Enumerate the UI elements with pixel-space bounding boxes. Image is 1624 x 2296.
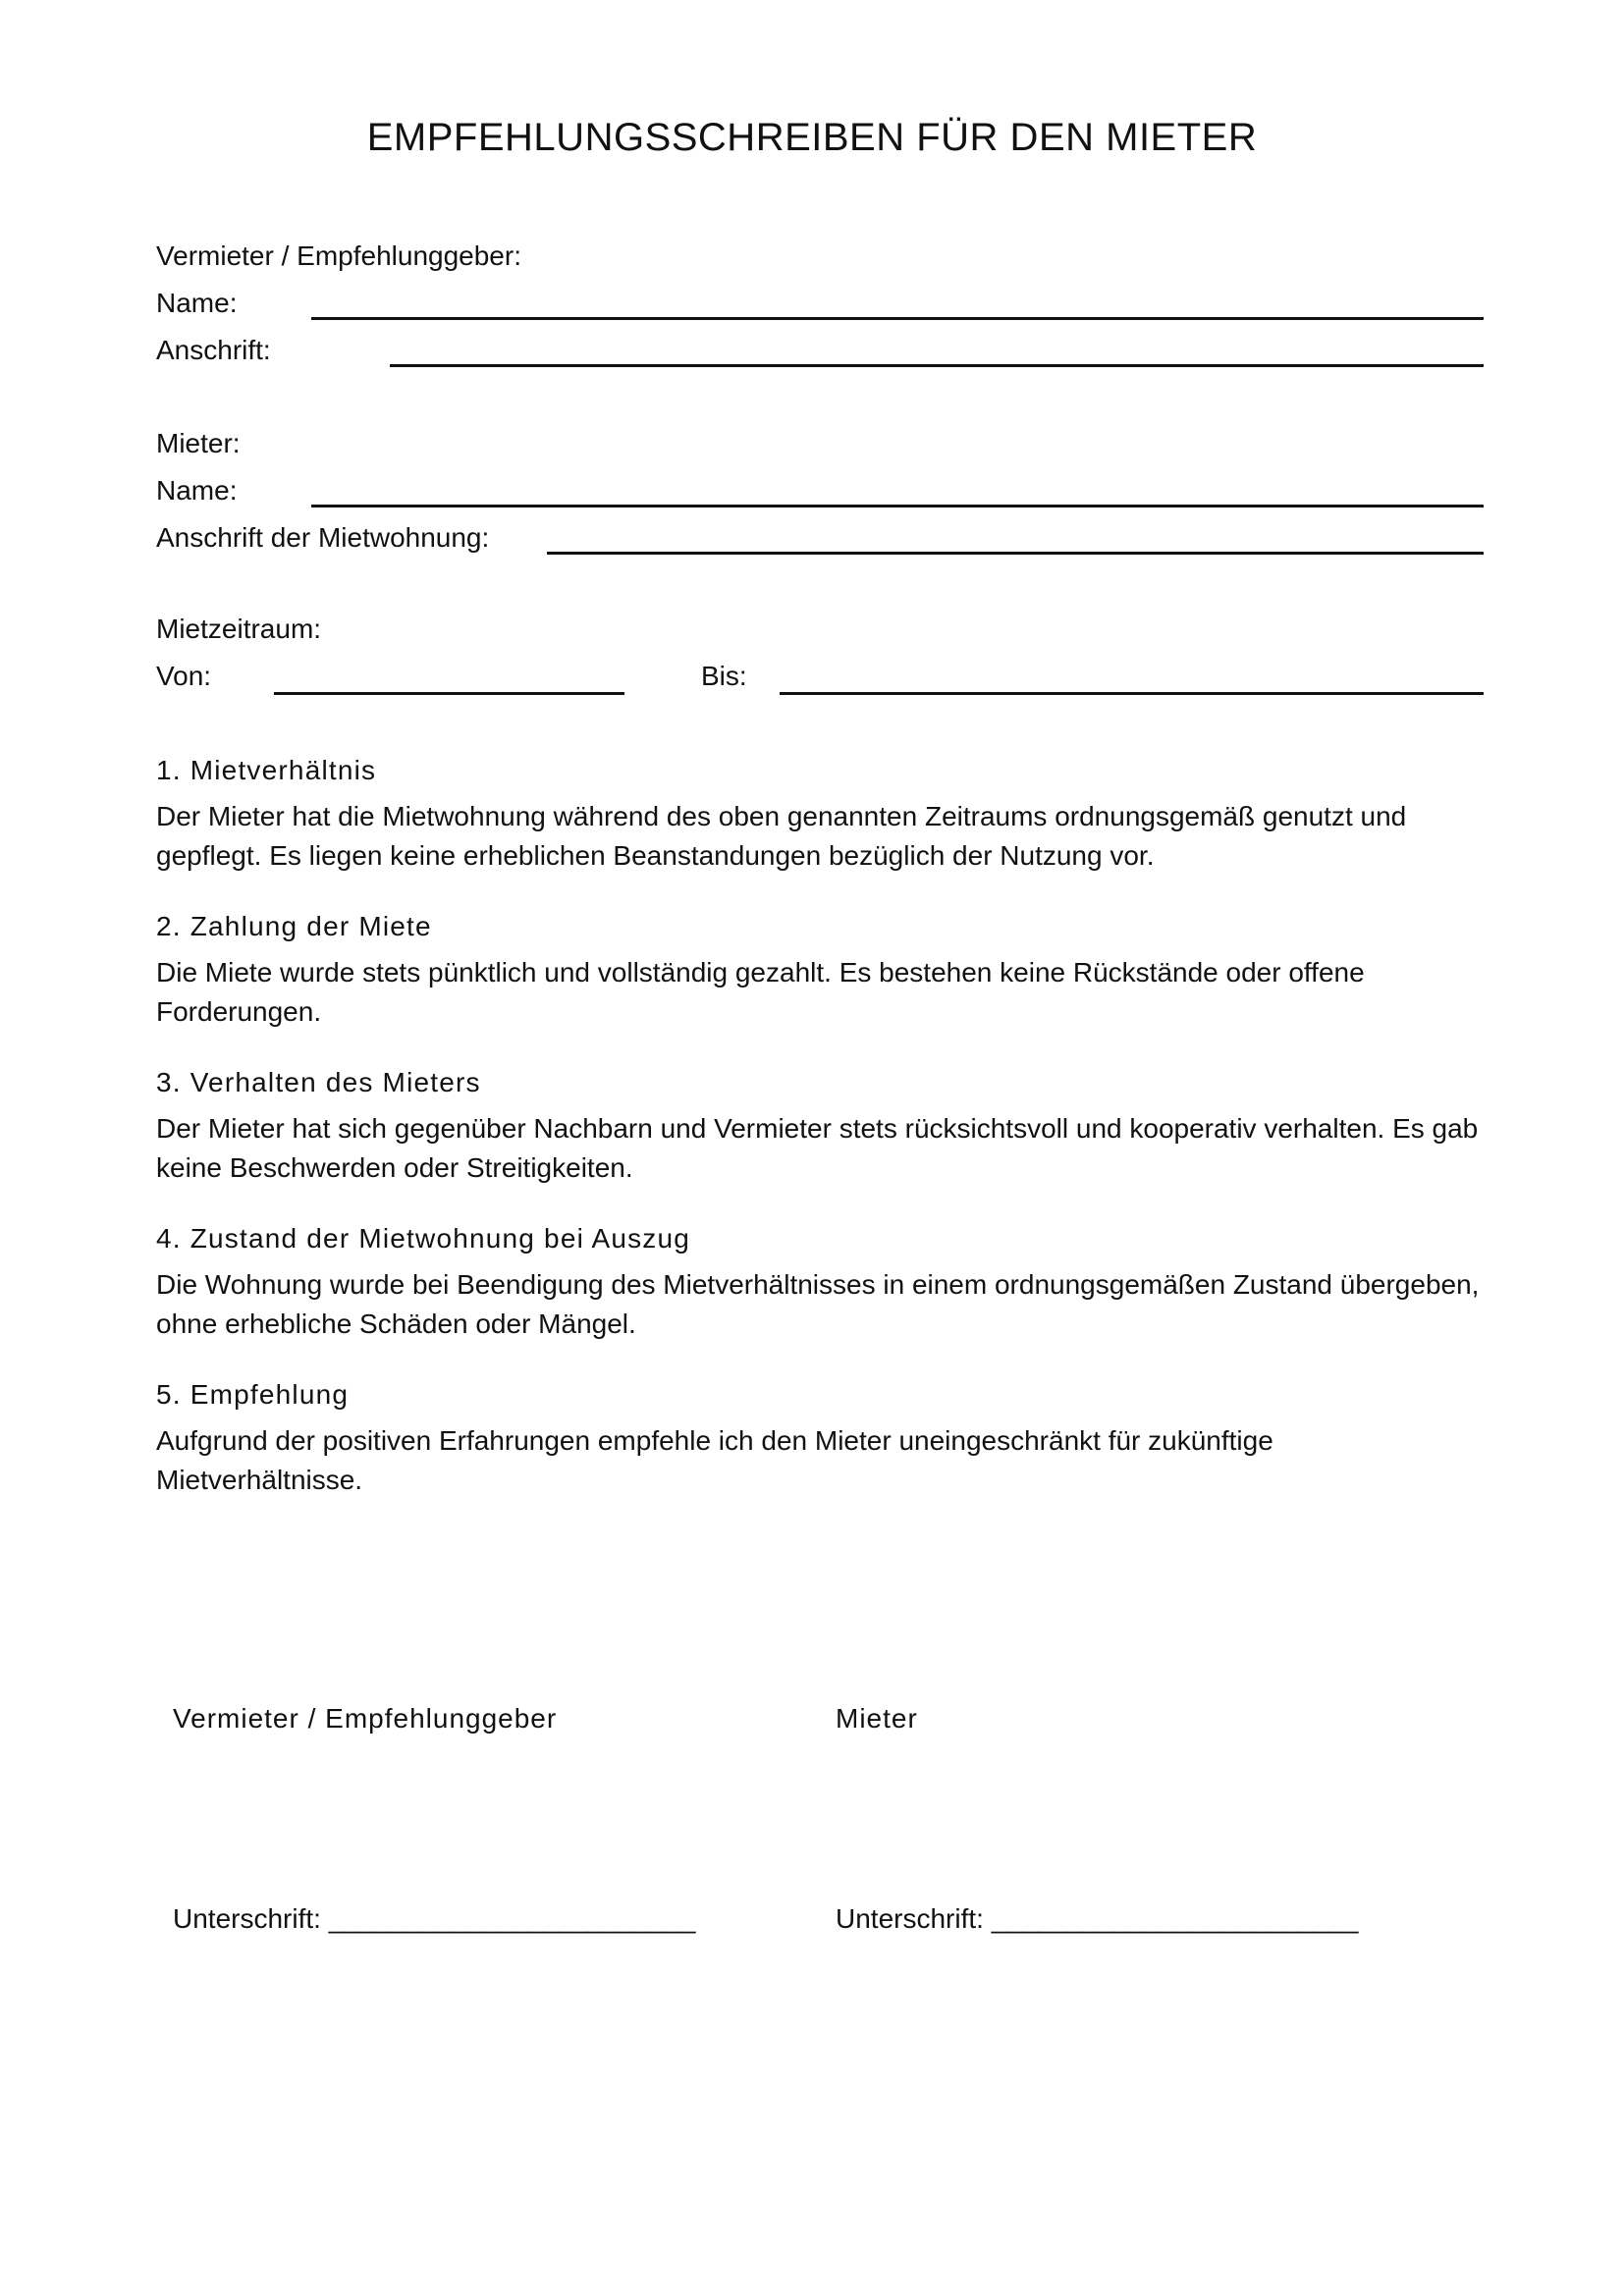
section-1-text: Der Mieter hat die Mietwohnung während des oben genannten Zeitraums ordnungsgemäß genutzt und gepflegt. Es liegen keine erheblichen Beanstandungen bezüglich der Nutzung vor. — [156, 801, 1407, 871]
landlord-signature-label: Vermieter / Empfehlunggeber — [173, 1703, 558, 1734]
period-from-label: Von: — [156, 661, 212, 691]
tenant-address-field[interactable] — [547, 552, 1484, 555]
landlord-heading: Vermieter / Empfehlunggeber: — [156, 240, 521, 271]
section-3-heading: 3. Verhalten des Mieters — [156, 1067, 481, 1097]
period-to-label: Bis: — [701, 661, 747, 691]
landlord-name-label: Name: — [156, 288, 238, 318]
landlord-address-field[interactable] — [390, 364, 1484, 367]
period-to-field[interactable] — [780, 692, 1484, 695]
section-4-text: Die Wohnung wurde bei Beendigung des Mietverhältnisses in einem ordnungsgemäßen Zustand übergeben, ohne erhebliche Schäden oder Mängel. — [156, 1269, 1480, 1339]
section-3-text: Der Mieter hat sich gegenüber Nachbarn und Vermieter stets rücksichtsvoll und kooperativ verhalten. Es gab keine Beschwerden oder Streitigkeiten. — [156, 1113, 1479, 1183]
section-4-heading: 4. Zustand der Mietwohnung bei Auszug — [156, 1223, 691, 1254]
landlord-address-label: Anschrift: — [156, 335, 271, 365]
tenant-signature-line[interactable]: Unterschrift: ________________________ — [836, 1903, 1359, 1934]
section-2-heading: 2. Zahlung der Miete — [156, 911, 432, 941]
period-from-field[interactable] — [274, 692, 624, 695]
tenant-signature-label: Mieter — [836, 1703, 918, 1734]
tenant-name-label: Name: — [156, 475, 238, 506]
section-1-heading: 1. Mietverhältnis — [156, 755, 377, 785]
section-5-text: Aufgrund der positiven Erfahrungen empfehle ich den Mieter uneingeschränkt für zukünftige Mietverhältnisse. — [156, 1425, 1273, 1495]
period-heading: Mietzeitraum: — [156, 614, 322, 644]
page-title: EMPFEHLUNGSSCHREIBEN FÜR DEN MIETER — [366, 116, 1258, 159]
landlord-name-field[interactable] — [311, 317, 1484, 320]
section-2-text: Die Miete wurde stets pünktlich und vollständig gezahlt. Es bestehen keine Rückstände oder offene Forderungen. — [156, 957, 1365, 1027]
landlord-signature-line[interactable]: Unterschrift: ________________________ — [173, 1903, 696, 1934]
tenant-name-field[interactable] — [311, 505, 1484, 507]
tenant-address-label: Anschrift der Mietwohnung: — [156, 522, 490, 553]
tenant-heading: Mieter: — [156, 428, 241, 458]
section-5-heading: 5. Empfehlung — [156, 1379, 350, 1410]
